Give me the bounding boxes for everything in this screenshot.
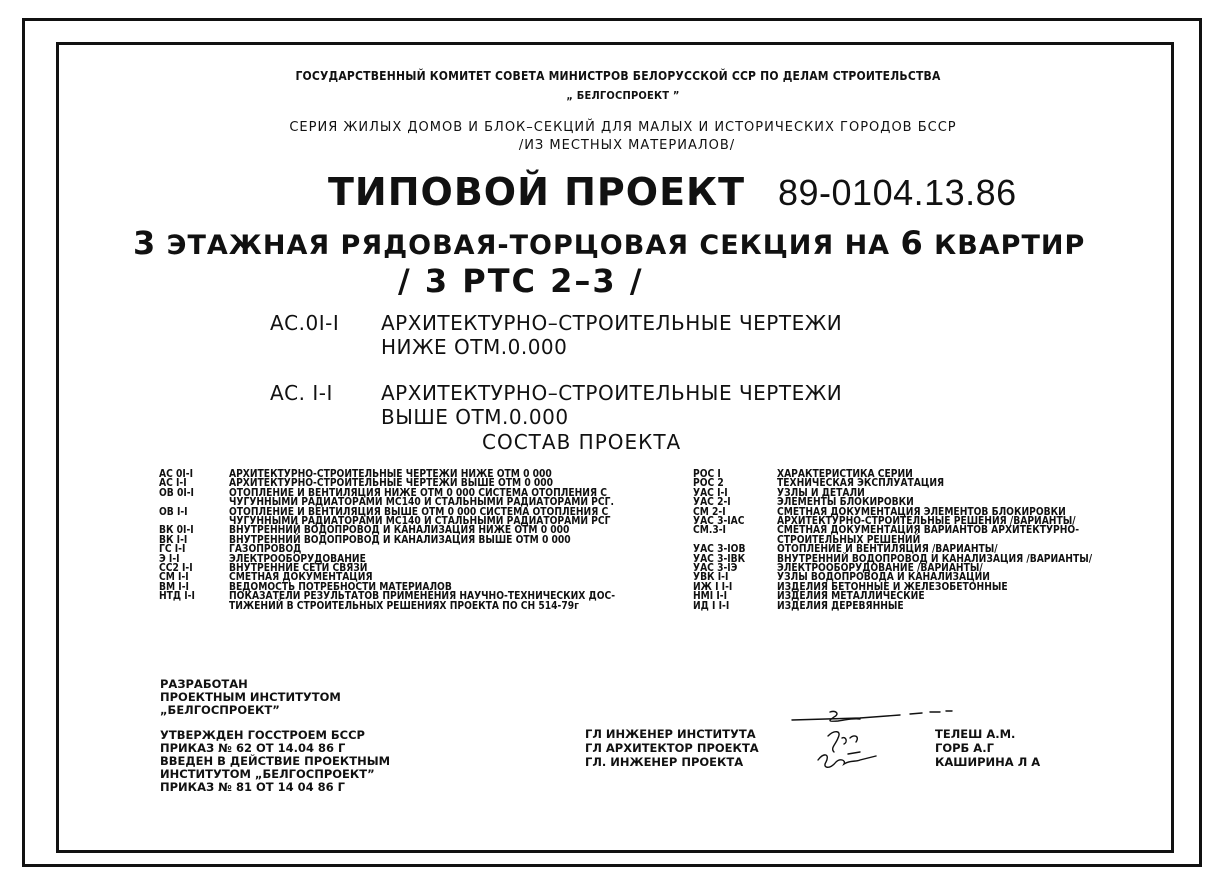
section-ac1-code: АС. I-I [270, 381, 333, 405]
composition-list-right [693, 470, 1133, 611]
floors-count: 3 [133, 224, 157, 262]
list-code: УВК I-I [693, 572, 729, 584]
list-text: ВНУТРЕННИЙ ВОДОПРОВОД И КАНАЛИЗАЦИЯ НИЖЕ ОТМ 0 000 [229, 525, 570, 537]
list-code: ИД I I-I [693, 600, 730, 612]
list-code [159, 602, 229, 611]
approval-line: ПРИКАЗ № 81 ОТ 14 04 86 Г [160, 780, 345, 794]
list-text: АРХИТЕКТУРНО-СТРОИТЕЛЬНЫЕ ЧЕРТЕЖИ ВЫШЕ ОТМ 0 000 [229, 478, 554, 490]
list-text: ТИЖЕНИЙ В СТРОИТЕЛЬНЫХ РЕШЕНИЯХ ПРОЕКТА ПО СН 514-79г [229, 600, 579, 612]
list-code: АС I-I [159, 478, 187, 490]
list-text: УЗЛЫ И ДЕТАЛИ [777, 487, 865, 499]
name-line: ТЕЛЕШ А.М. [935, 727, 1016, 741]
approval-block [160, 729, 390, 794]
list-code: ВМ I-I [159, 581, 189, 593]
list-text: ИЗДЕЛИЯ ДЕРЕВЯННЫЕ [777, 600, 904, 612]
list-text: ЭЛЕМЕНТЫ БЛОКИРОВКИ [777, 497, 914, 509]
developer-line: РАЗРАБОТАН [160, 677, 248, 691]
list-text: ЭЛЕКТРООБОРУДОВАНИЕ [229, 553, 366, 565]
name-line: КАШИРИНА Л А [935, 755, 1041, 769]
composition-title: СОСТАВ ПРОЕКТА [482, 430, 682, 454]
list-text: СМЕТНАЯ ДОКУМЕНТАЦИЯ ВАРИАНТОВ АРХИТЕКТУРНО- [777, 525, 1080, 537]
title-end: КВАРТИР [923, 230, 1086, 261]
list-item [159, 602, 659, 611]
list-code: УАС 3-IВК [693, 553, 746, 565]
project-number: 89-0104.13.86 [778, 172, 1017, 213]
list-text: ОТОПЛЕНИЕ И ВЕНТИЛЯЦИЯ НИЖЕ ОТМ 0 000 СИСТЕМА ОТОПЛЕНИЯ С [229, 487, 607, 499]
committee-line: ГОСУДАРСТВЕННЫЙ КОМИТЕТ СОВЕТА МИНИСТРОВ БЕЛОРУССКОЙ ССР ПО ДЕЛАМ СТРОИТЕЛЬСТВА [295, 69, 941, 83]
list-code: ВК 0I-I [159, 525, 194, 537]
list-code: УАС 3-IЭ [693, 563, 738, 575]
list-code: РОС I [693, 469, 721, 480]
institute-line: „ БЕЛГОСПРОЕКТ ” [566, 89, 680, 102]
approval-line: ВВЕДЕН В ДЕЙСТВИЕ ПРОЕКТНЫМ [160, 754, 391, 768]
section-ac01-line1: АРХИТЕКТУРНО–СТРОИТЕЛЬНЫЕ ЧЕРТЕЖИ [381, 311, 843, 335]
list-text: АРХИТЕКТУРНО-СТРОИТЕЛЬНЫЕ РЕШЕНИЯ /ВАРИАНТЫ/ [777, 516, 1076, 528]
list-text: АРХИТЕКТУРНО-СТРОИТЕЛЬНЫЕ ЧЕРТЕЖИ НИЖЕ ОТМ 0 000 [229, 469, 552, 480]
position-line: ГЛ АРХИТЕКТОР ПРОЕКТА [585, 741, 759, 755]
developer-line: „БЕЛГОСПРОЕКТ” [160, 703, 280, 717]
list-text: ИЗДЕЛИЯ МЕТАЛЛИЧЕСКИЕ [777, 591, 925, 603]
section-ac1-line1: АРХИТЕКТУРНО–СТРОИТЕЛЬНЫЕ ЧЕРТЕЖИ [381, 381, 843, 405]
list-text: ВЕДОМОСТЬ ПОТРЕБНОСТИ МАТЕРИАЛОВ [229, 581, 452, 593]
approval-line: УТВЕРЖДЕН ГОССТРОЕМ БССР [160, 728, 365, 742]
list-code: ОВ 0I-I [159, 487, 194, 499]
list-code: Э I-I [159, 553, 180, 565]
title-middle: ЭТАЖНАЯ РЯДОВАЯ-ТОРЦОВАЯ СЕКЦИЯ НА [156, 230, 901, 261]
list-code: ВК I-I [159, 534, 188, 546]
developer-block [160, 678, 341, 717]
names-block [935, 727, 1040, 769]
list-text: ВНУТРЕННИЕ СЕТИ СВЯЗИ [229, 563, 368, 575]
list-code: ИЖ I I-I [693, 581, 733, 593]
list-text: ОТОПЛЕНИЕ И ВЕНТИЛЯЦИЯ /ВАРИАНТЫ/ [777, 544, 998, 556]
list-code: ГС I-I [159, 544, 186, 556]
apartments-count: 6 [900, 224, 924, 262]
list-code: АС 0I-I [159, 469, 194, 480]
list-item [693, 479, 1133, 488]
list-code: УАС I-I [693, 487, 728, 499]
list-code: СМ.3-I [693, 525, 726, 537]
list-code: СС2 I-I [159, 563, 193, 575]
list-text: ТЕХНИЧЕСКАЯ ЭКСПЛУАТАЦИЯ [777, 478, 945, 490]
list-code: УАС 2-I [693, 497, 731, 509]
section-code: / 3 РТС 2–3 / [398, 262, 644, 300]
list-text: ХАРАКТЕРИСТИКА СЕРИИ [777, 469, 913, 480]
list-text: ЧУГУННЫМИ РАДИАТОРАМИ МС140 И СТАЛЬНЫМИ РАДИАТОРАМИ РСГ [229, 516, 611, 528]
project-label: ТИПОВОЙ ПРОЕКТ [328, 170, 746, 214]
series-line: СЕРИЯ ЖИЛЫХ ДОМОВ И БЛОК–СЕКЦИЙ ДЛЯ МАЛЫХ И ИСТОРИЧЕСКИХ ГОРОДОВ БССР [289, 120, 957, 135]
list-code: СМ I-I [159, 572, 189, 584]
developer-line: ПРОЕКТНЫМ ИНСТИТУТОМ [160, 690, 341, 704]
composition-list-left [159, 470, 659, 611]
position-line: ГЛ ИНЖЕНЕР ИНСТИТУТА [585, 727, 756, 741]
list-text: УЗЛЫ ВОДОПРОВОДА И КАНАЛИЗАЦИИ [777, 572, 990, 584]
section-ac01-code: АС.0I-I [270, 311, 340, 335]
list-text: ЧУГУННЫМИ РАДИАТОРАМИ МС140 И СТАЛЬНЫМИ РАДИАТОРАМИ РСГ. [229, 497, 614, 509]
list-code: УАС 3-IОВ [693, 544, 746, 556]
list-text: ГАЗОПРОВОД [229, 544, 302, 556]
list-text: ВНУТРЕННИЙ ВОДОПРОВОД И КАНАЛИЗАЦИЯ /ВАРИАНТЫ/ [777, 553, 1093, 565]
approval-line: ИНСТИТУТОМ „БЕЛГОСПРОЕКТ” [160, 767, 375, 781]
list-text: СМЕТНАЯ ДОКУМЕНТАЦИЯ ЭЛЕМЕНТОВ БЛОКИРОВКИ [777, 506, 1066, 518]
list-text: ИЗДЕЛИЯ БЕТОННЫЕ И ЖЕЛЕЗОБЕТОННЫЕ [777, 581, 1008, 593]
positions-block [585, 727, 759, 769]
list-item [693, 602, 1133, 611]
list-text: ЭЛЕКТРООБОРУДОВАНИЕ /ВАРИАНТЫ/ [777, 563, 983, 575]
list-text: ПОКАЗАТЕЛИ РЕЗУЛЬТАТОВ ПРИМЕНЕНИЯ НАУЧНО-ТЕХНИЧЕСКИХ ДОС- [229, 591, 616, 603]
list-text: СТРОИТЕЛЬНЫХ РЕШЕНИЙ [777, 534, 921, 546]
position-line: ГЛ. ИНЖЕНЕР ПРОЕКТА [585, 755, 744, 769]
list-text: ВНУТРЕННИЙ ВОДОПРОВОД И КАНАЛИЗАЦИЯ ВЫШЕ ОТМ 0 000 [229, 534, 571, 546]
name-line: ГОРБ А.Г [935, 741, 994, 755]
section-ac01-line2: НИЖЕ ОТМ.0.000 [381, 335, 568, 359]
approval-line: ПРИКАЗ № 62 ОТ 14.04 86 Г [160, 741, 346, 755]
list-code: НТД I-I [159, 591, 195, 603]
list-text: ОТОПЛЕНИЕ И ВЕНТИЛЯЦИЯ ВЫШЕ ОТМ 0 000 СИСТЕМА ОТОПЛЕНИЯ С [229, 506, 609, 518]
section-ac1-line2: ВЫШЕ ОТМ.0.000 [381, 405, 569, 429]
list-code: РОС 2 [693, 478, 724, 490]
list-item [693, 592, 1133, 601]
list-code: УАС 3-IАС [693, 516, 745, 528]
list-code: СМ 2-I [693, 506, 726, 518]
list-text: СМЕТНАЯ ДОКУМЕНТАЦИЯ [229, 572, 373, 584]
project-title [133, 224, 1085, 262]
list-code: НМI I-I [693, 591, 728, 603]
list-code: ОВ I-I [159, 506, 188, 518]
series-materials: /ИЗ МЕСТНЫХ МАТЕРИАЛОВ/ [518, 138, 736, 153]
